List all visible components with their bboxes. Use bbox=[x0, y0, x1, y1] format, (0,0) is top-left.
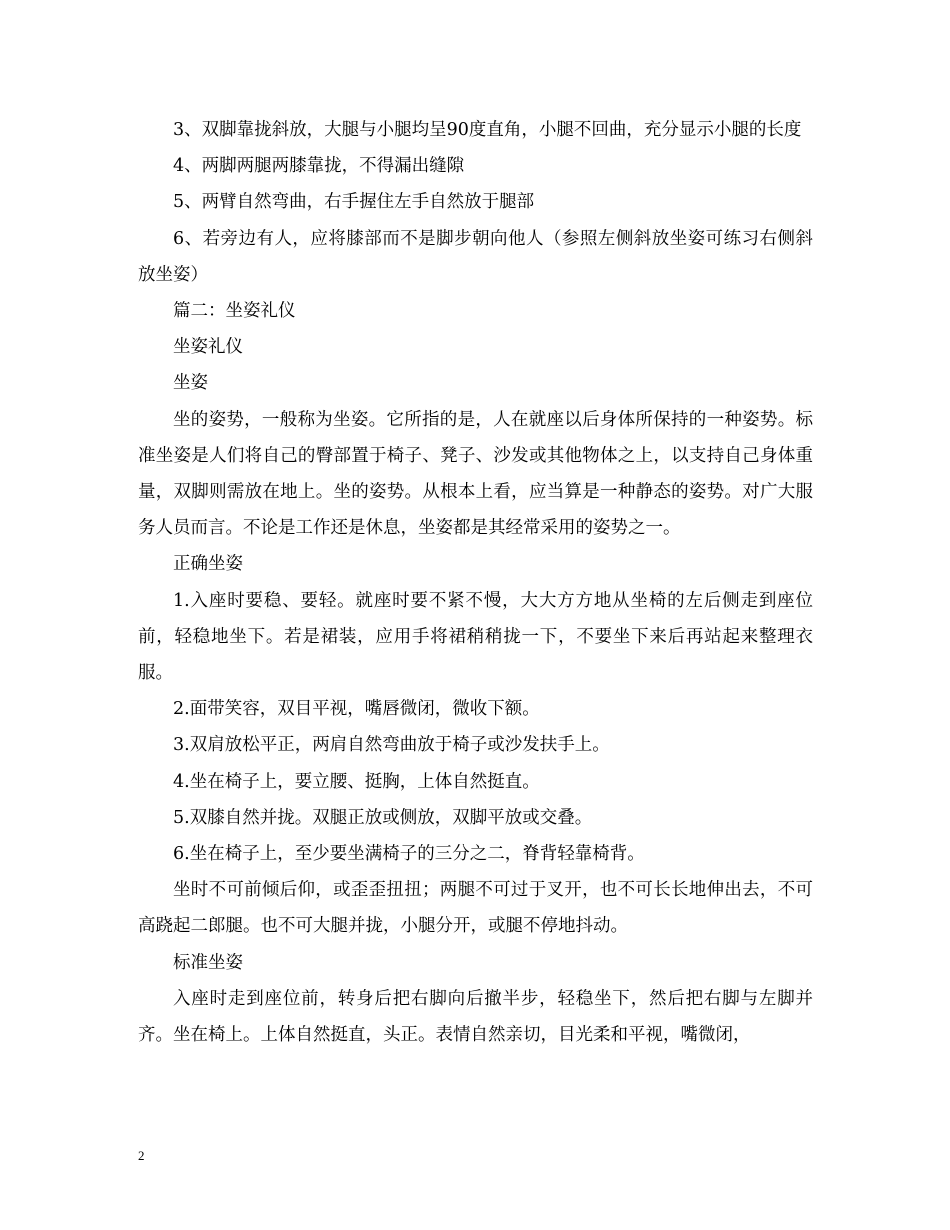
paragraph: 3、双脚靠拢斜放，大腿与小腿均呈90度直角，小腿不回曲，充分显示小腿的长度 bbox=[173, 120, 802, 140]
paragraph: 坐时不可前倾后仰，或歪歪扭扭；两腿不可过于叉开，也不可长长地伸出去，不可高跷起二郎腿。也不可大腿并拢，小腿分开，或腿不停地抖动。 bbox=[138, 880, 813, 937]
list-item: 2.面带笑容，双目平视，嘴唇微闭，微收下额。 bbox=[173, 699, 540, 720]
list-item: 5.双膝自然并拢。双腿正放或侧放，双脚平放或交叠。 bbox=[173, 807, 593, 828]
subsection-title: 正确坐姿 bbox=[173, 554, 243, 575]
section-heading: 篇二：坐姿礼仪 bbox=[173, 301, 296, 322]
paragraph: 4、两脚两腿两膝靠拢，不得漏出缝隙 bbox=[173, 156, 465, 177]
paragraph: 5、两臂自然弯曲，右手握住左手自然放于腿部 bbox=[173, 192, 535, 213]
paragraph: 入座时走到座位前，转身后把右脚向后撤半步，轻稳坐下，然后把右脚与左脚并齐。坐在椅上。上体自然挺直，头正。表情自然亲切，目光柔和平视，嘴微闭， bbox=[138, 988, 813, 1046]
list-item: 3.双肩放松平正，两肩自然弯曲放于椅子或沙发扶手上。 bbox=[173, 735, 610, 756]
document-body bbox=[138, 112, 813, 1053]
paragraph: 6、若旁边有人，应将膝部而不是脚步朝向他人（参照左侧斜放坐姿可练习右侧斜放坐姿） bbox=[138, 228, 813, 285]
list-item: 1.入座时要稳、要轻。就座时要不紧不慢，大大方方地从坐椅的左后侧走到座位前，轻稳地坐下。若是裙装，应用手将裙稍稍拢一下，不要坐下来后再站起来整理衣服。 bbox=[138, 590, 813, 684]
list-item: 6.坐在椅子上，至少要坐满椅子的三分之二，脊背轻靠椅背。 bbox=[173, 844, 645, 865]
subsection-title: 坐姿 bbox=[173, 373, 208, 394]
section-title: 坐姿礼仪 bbox=[173, 337, 243, 358]
list-item: 4.坐在椅子上，要立腰、挺胸，上体自然挺直。 bbox=[173, 771, 540, 792]
subsection-title: 标准坐姿 bbox=[173, 952, 243, 973]
page-number: 2 bbox=[138, 1148, 145, 1163]
paragraph: 坐的姿势，一般称为坐姿。它所指的是，人在就座以后身体所保持的一种姿势。标准坐姿是人们将自己的臀部置于椅子、凳子、沙发或其他物体之上，以支持自己身体重量，双脚则需放在地上。坐的姿势。从根本上看，应当算是一种静态的姿势。对广大服务人员而言。不论是工作还是休息，坐姿都是其经常采用的姿势之一。 bbox=[138, 409, 813, 539]
